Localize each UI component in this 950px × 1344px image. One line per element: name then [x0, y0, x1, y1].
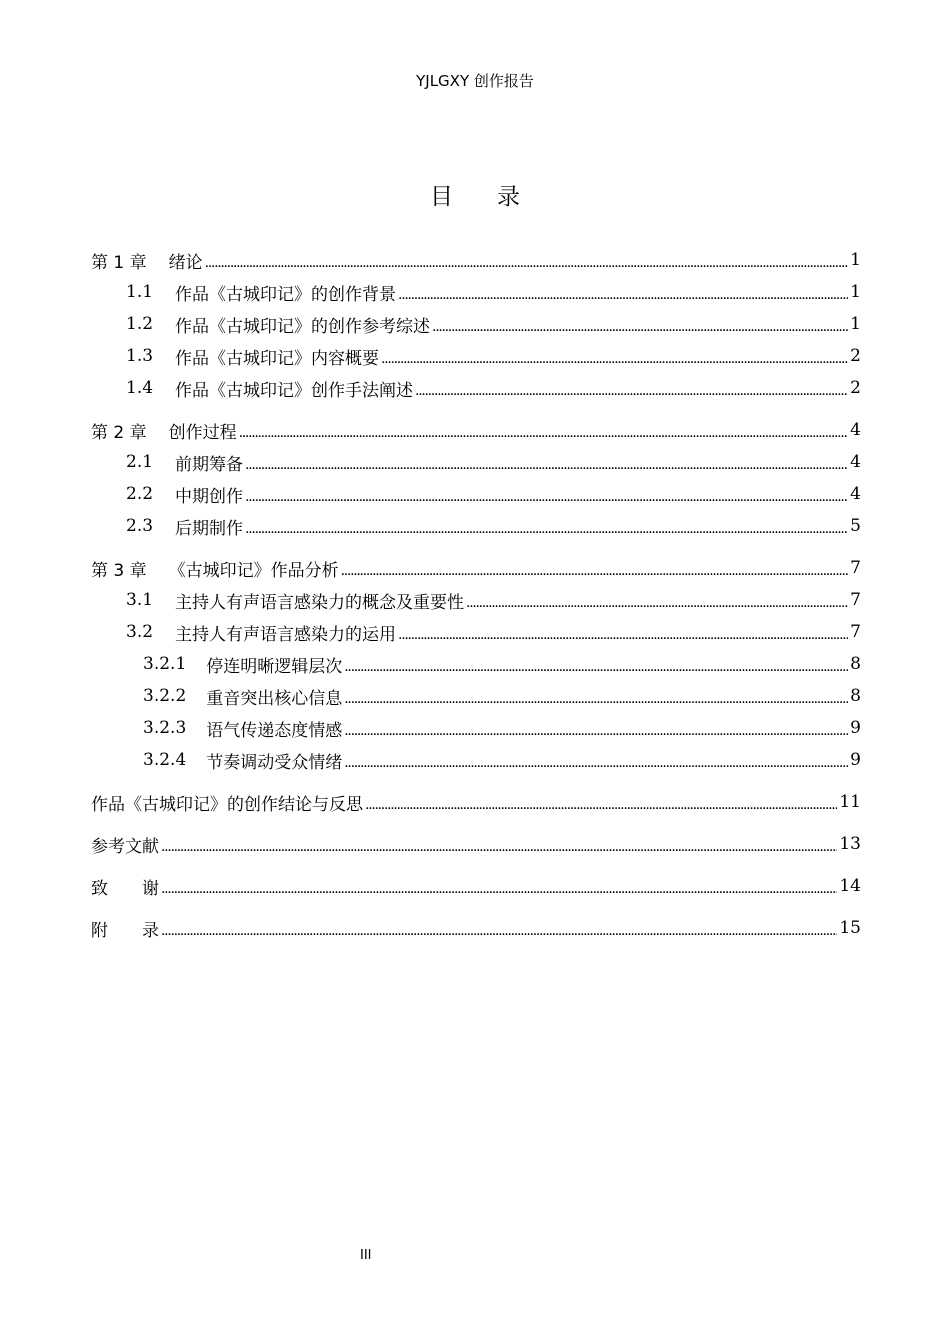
toc-entry-number: 3.2: [126, 622, 154, 642]
toc-entry[interactable]: [91, 552, 861, 584]
toc-entry-number: 1.3: [126, 346, 154, 366]
toc-entry-number: 2.2: [126, 484, 154, 504]
toc-entry-title: 主持人有声语言感染力的概念及重要性: [175, 592, 465, 613]
toc-entry-page: 7: [850, 558, 861, 578]
toc-entry[interactable]: [91, 478, 861, 510]
dot-leader: [398, 627, 848, 643]
dot-leader: [344, 659, 848, 675]
toc-entry[interactable]: [91, 680, 861, 712]
toc-entry-number: 1.2: [126, 314, 154, 334]
toc-entry-page: 8: [850, 654, 861, 674]
toc-title: 目录: [430, 184, 564, 210]
toc-entry-number: 3.2.1: [143, 654, 187, 674]
dot-leader: [415, 383, 848, 399]
dot-leader: [365, 797, 837, 813]
dot-leader: [245, 457, 848, 473]
toc-entry-page: 4: [850, 452, 861, 472]
toc-entry-page: 14: [839, 876, 861, 896]
dot-leader: [344, 723, 848, 739]
dot-leader: [245, 521, 848, 537]
toc-entry-title: 停连明晰逻辑层次: [206, 656, 343, 677]
toc-entry-page: 7: [850, 590, 861, 610]
toc-entry-number: 第 3 章: [91, 560, 147, 581]
toc-entry-number: 3.1: [126, 590, 154, 610]
toc-entry[interactable]: [91, 870, 861, 902]
toc-entry-page: 11: [839, 792, 861, 812]
toc-entry-number: 2.3: [126, 516, 154, 536]
toc-entry[interactable]: [91, 372, 861, 404]
dot-leader: [466, 595, 848, 611]
toc-entry[interactable]: [91, 648, 861, 680]
toc-entry-page: 4: [850, 484, 861, 504]
toc-entry-title: 作品《古城印记》的创作结论与反思: [91, 794, 363, 815]
toc-entry[interactable]: [91, 712, 861, 744]
toc-entry-number: 3.2.4: [143, 750, 187, 770]
toc-entry-title: 创作过程: [168, 422, 237, 443]
toc-entry[interactable]: [91, 828, 861, 860]
dot-leader: [239, 425, 849, 441]
dot-leader: [398, 287, 848, 303]
toc-entry[interactable]: [91, 912, 861, 944]
dot-leader: [341, 563, 849, 579]
page-number: III: [360, 1248, 372, 1263]
toc-entry[interactable]: [91, 510, 861, 542]
toc-entry-title: 作品《古城印记》创作手法阐述: [175, 380, 414, 401]
toc-entry-title: 附 录: [91, 920, 159, 941]
toc-entry-page: 1: [850, 250, 861, 270]
toc-entry[interactable]: [91, 414, 861, 446]
toc-entry[interactable]: [91, 308, 861, 340]
running-header: YJLGXY 创作报告: [416, 72, 534, 90]
toc-entry-page: 9: [850, 750, 861, 770]
toc-entry-page: 5: [850, 516, 861, 536]
toc-entry[interactable]: [91, 616, 861, 648]
toc-entry-page: 15: [839, 918, 861, 938]
toc-entry[interactable]: [91, 446, 861, 478]
toc-entry-title: 致 谢: [91, 878, 159, 899]
dot-leader: [161, 923, 837, 939]
toc-entry-title: 绪论: [168, 252, 203, 273]
toc-entry-number: 2.1: [126, 452, 154, 472]
toc-entry-number: 1.1: [126, 282, 154, 302]
toc-entry[interactable]: [91, 786, 861, 818]
table-of-contents: [91, 244, 861, 944]
dot-leader: [344, 691, 848, 707]
toc-entry-page: 7: [850, 622, 861, 642]
toc-entry-title: 中期创作: [175, 486, 244, 507]
toc-entry-page: 2: [850, 346, 861, 366]
toc-entry-number: 3.2.3: [143, 718, 187, 738]
toc-entry-page: 8: [850, 686, 861, 706]
toc-entry[interactable]: [91, 584, 861, 616]
toc-entry-title: 参考文献: [91, 836, 159, 857]
toc-entry-number: 第 1 章: [91, 252, 147, 273]
toc-entry-page: 1: [850, 282, 861, 302]
dot-leader: [161, 881, 837, 897]
toc-entry-number: 第 2 章: [91, 422, 147, 443]
dot-leader: [161, 839, 837, 855]
toc-entry-title: 重音突出核心信息: [206, 688, 343, 709]
toc-entry-title: 主持人有声语言感染力的运用: [175, 624, 397, 645]
toc-entry-title: 语气传递态度情感: [206, 720, 343, 741]
toc-entry[interactable]: [91, 276, 861, 308]
dot-leader: [245, 489, 848, 505]
toc-entry-number: 1.4: [126, 378, 154, 398]
toc-entry-page: 9: [850, 718, 861, 738]
dot-leader: [344, 755, 848, 771]
toc-entry[interactable]: [91, 744, 861, 776]
dot-leader: [205, 255, 849, 271]
toc-entry-title: 作品《古城印记》内容概要: [175, 348, 380, 369]
toc-entry-page: 4: [850, 420, 861, 440]
toc-entry[interactable]: [91, 340, 861, 372]
toc-entry-title: 前期筹备: [175, 454, 244, 475]
toc-entry-number: 3.2.2: [143, 686, 187, 706]
toc-entry-page: 2: [850, 378, 861, 398]
toc-entry-title: 后期制作: [175, 518, 244, 539]
toc-entry-page: 13: [839, 834, 861, 854]
toc-entry-title: 《古城印记》作品分析: [168, 560, 339, 581]
toc-entry-page: 1: [850, 314, 861, 334]
toc-entry[interactable]: [91, 244, 861, 276]
dot-leader: [432, 319, 848, 335]
dot-leader: [381, 351, 848, 367]
toc-entry-title: 作品《古城印记》的创作背景: [175, 284, 397, 305]
toc-entry-title: 作品《古城印记》的创作参考综述: [175, 316, 431, 337]
toc-entry-title: 节奏调动受众情绪: [206, 752, 343, 773]
